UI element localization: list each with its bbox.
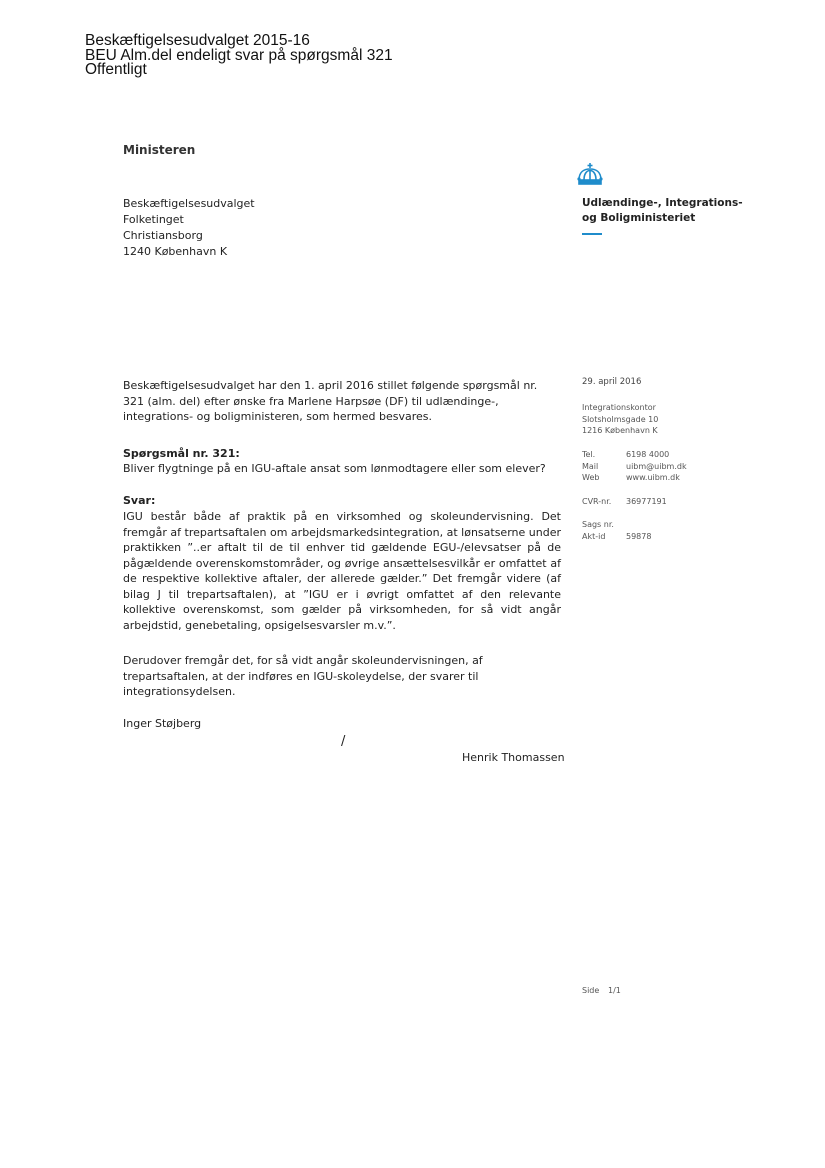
contact-label: Mail [582,461,599,471]
office-line: Slotsholmsgade 10 [582,414,659,424]
recipient-line: 1240 København K [123,245,228,258]
contact-row-phone [582,449,687,461]
cvr-value: 36977191 [626,497,667,506]
office-line: Integrationskontor [582,403,656,412]
stamp-line-status: Offentligt [85,61,147,78]
crown-icon [576,162,604,193]
official-signature: Henrik Thomassen [462,751,565,764]
contact-value: 6198 4000 [626,450,670,459]
answer-text: IGU består både af praktik på en virksomhed og skoleundervisning. Det fremgår af trepartsaftalen om arbejdsmarkedsintegration, at lønsatserne under praktikken ”..er aftalt til de til enhver tid gældende EGU-/elevsatser på de pågældende overenskomstområder, og øvrige ansættelsesvilkår er omfattet af de respektive kollektive aftaler, der allerede gælder.” Det fremgår videre (af bilag J til trepartsaftalen), at ”IGU er i øvrigt omfattet af den relevante kollektive overenskomst, som gælder på virksomheden, for så vidt angår arbejdstid, genebetaling, opsigelsesvarsler m.v.”. [123,510,561,632]
contact-info [582,449,687,484]
closing-paragraph: Derudover fremgår det, for så vidt angår skoleundervisningen, af trepartsaftalen, at der indføres en IGU-skoleydelse, der svarer til integrationsydelsen. [123,654,483,698]
contact-row-web [582,472,687,484]
letter-date: 29. april 2016 [582,377,642,387]
contact-row-mail [582,461,687,473]
contact-label: Web [582,473,600,482]
signature-separator: / [341,734,346,749]
cvr-label: CVR-nr. [582,497,612,506]
recipient-line: Beskæftigelsesudvalget [123,197,255,210]
contact-value: uibm@uibm.dk [626,461,687,471]
answer-heading: Svar: [123,494,156,507]
page-number [582,985,621,997]
page-label: Side [582,986,600,995]
stamp-line-committee: Beskæftigelsesudvalget 2015-16 [85,32,310,49]
recipient-address [123,196,255,260]
minister-signature: Inger Støjberg [123,717,202,730]
intro-paragraph: Beskæftigelsesudvalget har den 1. april 2016 stillet følgende spørgsmål nr. 321 (alm. del) efter ønske fra Marlene Harpsøe (DF) til udlændinge-, integrations- og boligministeren, som hermed besvares. [123,379,538,423]
page-value: 1/1 [608,986,621,995]
recipient-line: Christiansborg [123,229,203,242]
office-line: 1216 København K [582,426,658,435]
akt-value: 59878 [626,531,652,541]
office-address [582,402,658,437]
contact-label: Tel. [582,450,596,459]
sender-title: Ministeren [123,143,196,157]
akt-row [582,531,651,543]
question-heading: Spørgsmål nr. 321: [123,447,240,460]
akt-label: Akt-id [582,531,606,541]
recipient-line: Folketinget [123,213,184,226]
ministry-name [582,196,743,226]
cvr-row [582,496,667,508]
document-stamp [85,34,393,78]
contact-value: www.uibm.dk [626,473,680,482]
case-info [582,519,651,542]
sags-label: Sags nr. [582,520,614,529]
ministry-line: og Boligministeriet [582,212,696,224]
ministry-line: Udlændinge-, Integrations- [582,197,743,209]
ministry-divider [582,233,602,235]
question-text: Bliver flygtninge på en IGU-aftale ansat som lønmodtagere eller som elever? [123,462,546,475]
stamp-line-reference: BEU Alm.del endeligt svar på spørgsmål 321 [85,46,393,64]
